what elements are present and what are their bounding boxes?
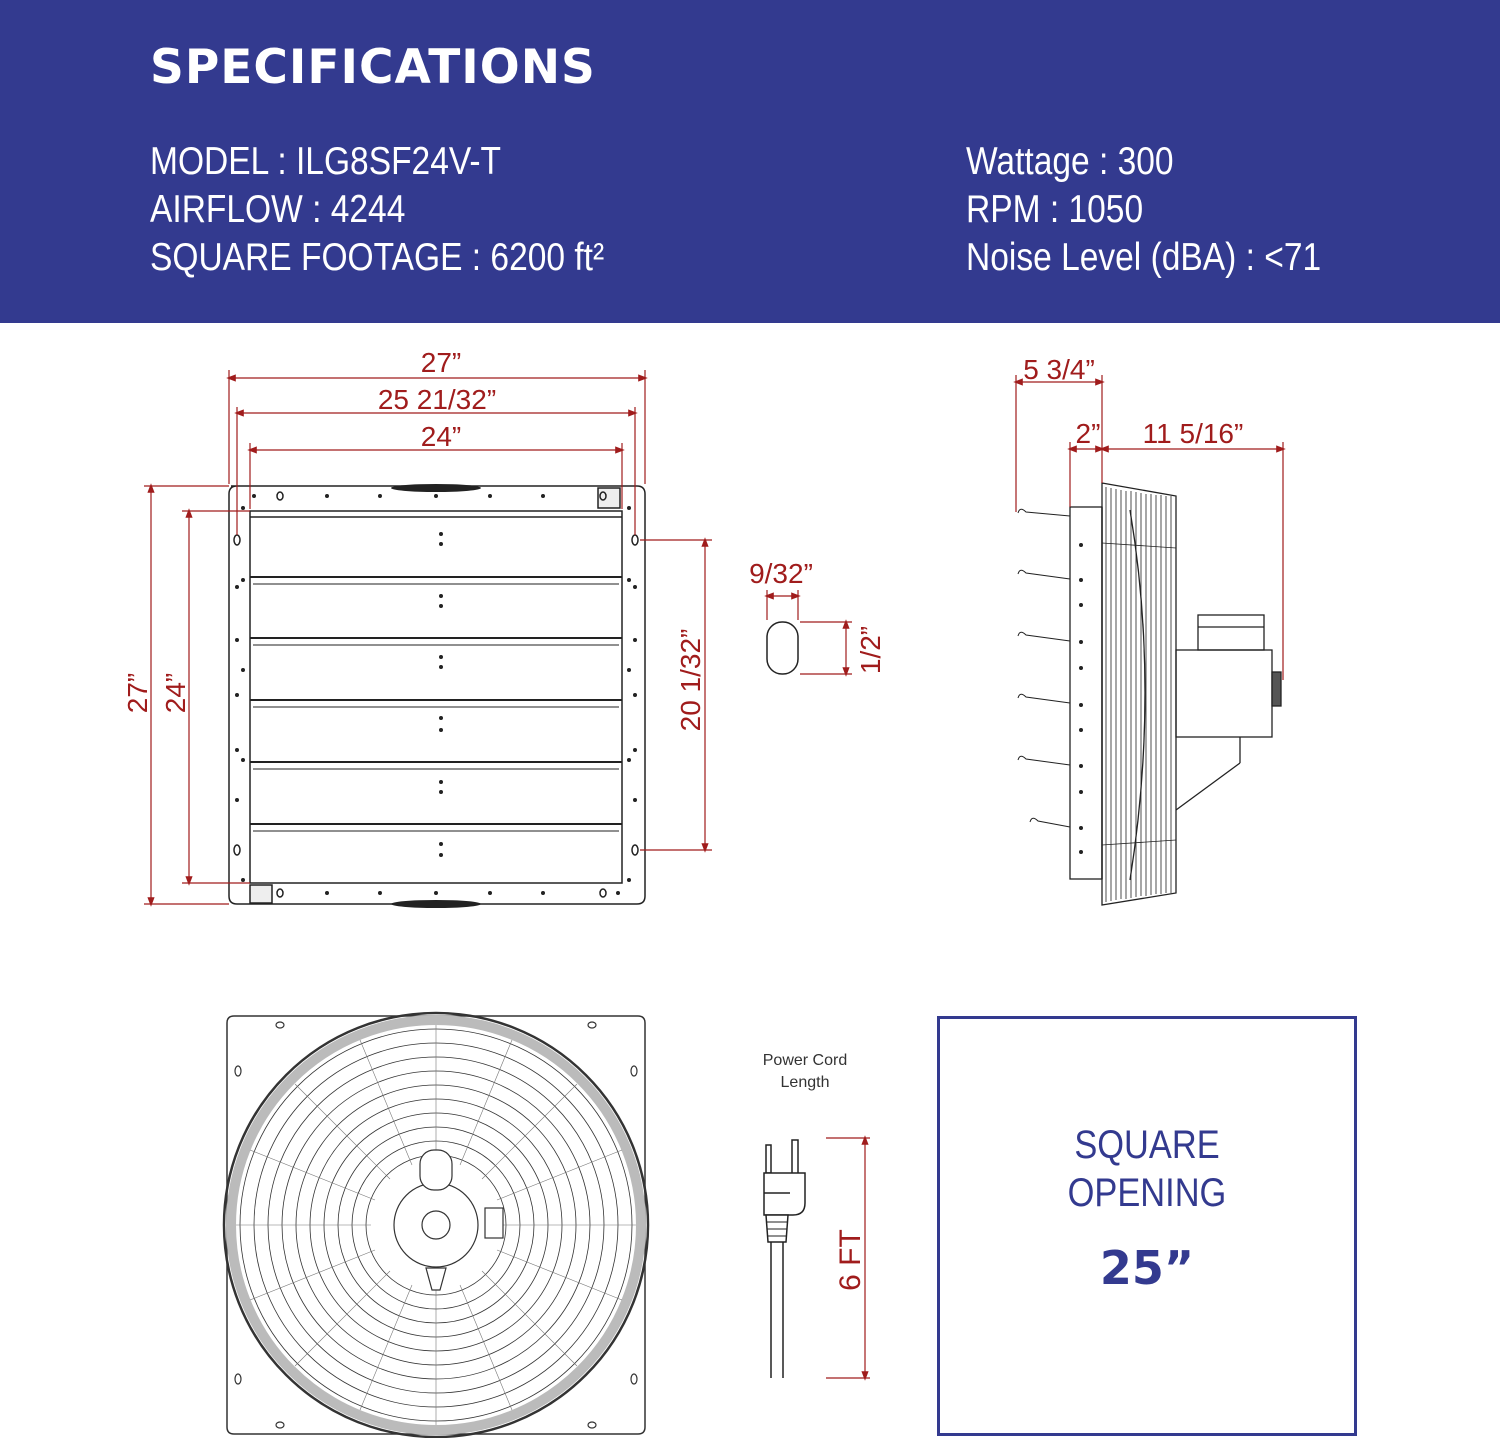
spec-wattage: Wattage : 300 xyxy=(966,140,1174,183)
front-height-inner-label: 24” xyxy=(160,672,191,714)
opening-label-line2: OPENING xyxy=(1067,1171,1227,1215)
spec-model: MODEL : ILG8SF24V-T xyxy=(150,140,502,183)
rear-view-drawing xyxy=(224,1013,648,1437)
front-hole-spacing-label: 20 1/32” xyxy=(675,628,706,732)
side-view-drawing xyxy=(1018,483,1281,905)
side-motor-depth-label: 11 5/16” xyxy=(1142,418,1244,449)
power-cord-label xyxy=(745,1050,865,1094)
opening-label-line1: SQUARE xyxy=(1074,1123,1220,1167)
power-cord-label-line1: Power Cord xyxy=(762,1052,848,1069)
square-opening-box xyxy=(937,1016,1357,1436)
slot-width-label: 9/32” xyxy=(749,558,813,589)
front-height-outer-label: 27” xyxy=(122,672,153,714)
spec-rpm: RPM : 1050 xyxy=(966,188,1144,231)
page-title: SPECIFICATIONS xyxy=(150,40,596,95)
front-width-inner-label: 24” xyxy=(420,421,462,452)
opening-size-value: 25” xyxy=(1099,1241,1195,1295)
front-view-drawing xyxy=(229,484,645,908)
spec-airflow: AIRFLOW : 4244 xyxy=(150,188,406,231)
front-width-holes-label: 25 21/32” xyxy=(377,384,497,415)
slot-detail-drawing xyxy=(749,558,886,674)
power-cord-drawing xyxy=(764,1140,805,1378)
slot-height-label: 1/2” xyxy=(855,625,886,675)
side-total-depth-label: 5 3/4” xyxy=(1023,354,1095,385)
power-cord-length-value: 6 FT xyxy=(834,1229,867,1291)
spec-noise-level: Noise Level (dBA) : <71 xyxy=(966,236,1322,279)
power-cord-label-line2: Length xyxy=(780,1074,830,1091)
spec-square-footage: SQUARE FOOTAGE : 6200 ft² xyxy=(150,236,605,279)
front-width-outer-label: 27” xyxy=(420,347,462,378)
side-flange-label: 2” xyxy=(1075,418,1101,449)
